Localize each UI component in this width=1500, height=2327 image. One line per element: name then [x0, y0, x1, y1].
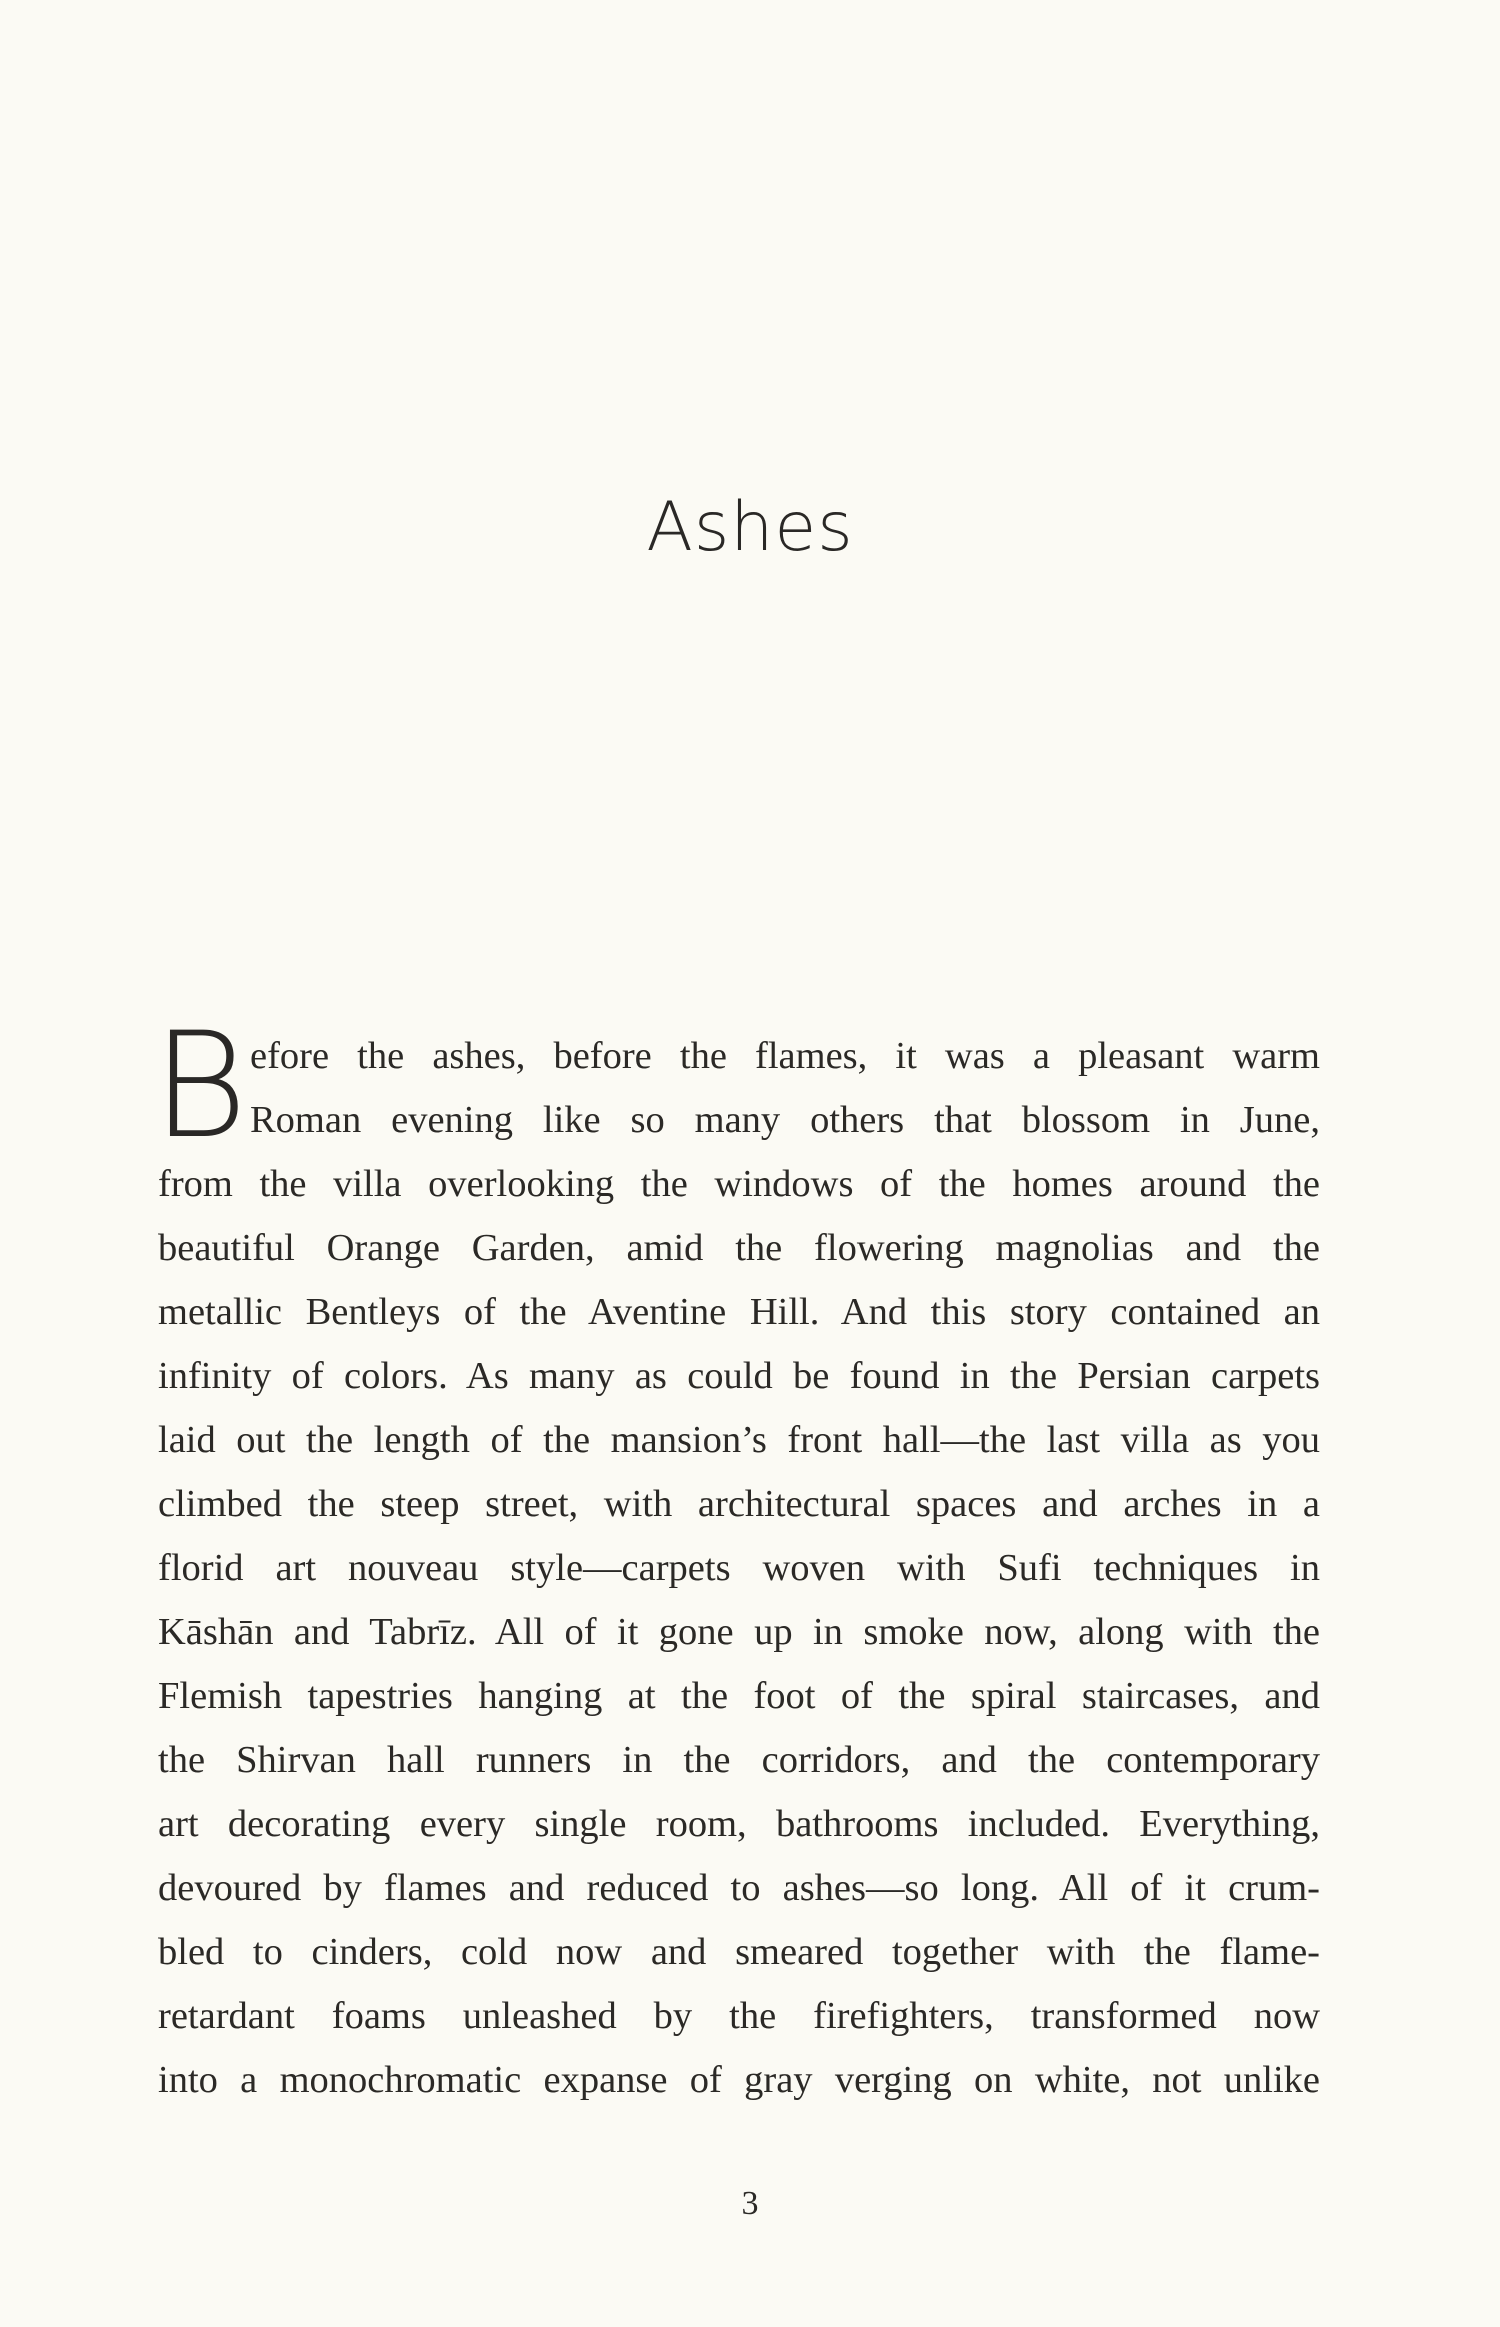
text-line: infinity of colors. As many as could be found in the Persian carpets — [158, 1355, 1320, 1397]
text-line: florid art nouveau style—carpets woven with Sufi techniques in — [158, 1547, 1320, 1589]
body-paragraph — [158, 1024, 1320, 2112]
text-line: the Shirvan hall runners in the corridors, and the contemporary — [158, 1739, 1320, 1781]
text-line: bled to cinders, cold now and smeared together with the flame- — [158, 1931, 1320, 1973]
text-line: from the villa overlooking the windows of the homes around the — [158, 1163, 1320, 1205]
text-line: climbed the steep street, with architectural spaces and arches in a — [158, 1483, 1320, 1525]
text-line: efore the ashes, before the flames, it was a pleasant warm — [250, 1035, 1320, 1077]
text-line: laid out the length of the mansion’s front hall—the last villa as you — [158, 1419, 1320, 1461]
text-line: metallic Bentleys of the Aventine Hill. And this story contained an — [158, 1291, 1320, 1333]
drop-cap: B — [152, 1001, 248, 1171]
text-line: into a monochromatic expanse of gray verging on white, not unlike — [158, 2059, 1320, 2101]
text-line: devoured by flames and reduced to ashes—so long. All of it crum- — [158, 1867, 1320, 1909]
page-number: 3 — [741, 2185, 759, 2222]
text-line: beautiful Orange Garden, amid the flowering magnolias and the — [158, 1227, 1320, 1269]
text-line: Roman evening like so many others that blossom in June, — [250, 1099, 1320, 1141]
text-line: art decorating every single room, bathrooms included. Everything, — [158, 1803, 1320, 1845]
text-line: retardant foams unleashed by the firefighters, transformed now — [158, 1995, 1320, 2037]
chapter-title: Ashes — [646, 488, 854, 567]
text-line: Kāshān and Tabrīz. All of it gone up in smoke now, along with the — [158, 1611, 1320, 1653]
text-line: Flemish tapestries hanging at the foot of the spiral staircases, and — [158, 1675, 1320, 1717]
